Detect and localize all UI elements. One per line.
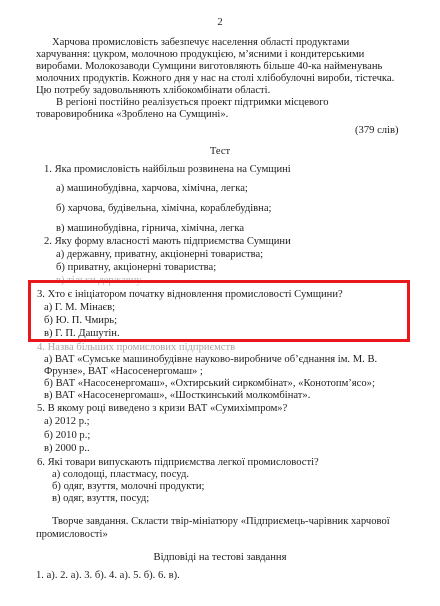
answer-option: а) машинобудівна, харчова, хімічна, легка; — [56, 183, 248, 194]
answer-option: Фрунзе», ВАТ «Насосенергомаш» ; — [44, 366, 203, 377]
test-title: Тест — [209, 146, 231, 157]
intro-line: В регіоні постійно реалізується проект підтримки місцевого — [56, 97, 329, 108]
answer-option: а) солодощі, пластмасу, посуд. — [52, 469, 189, 480]
answers-title: Відповіді на тестові завдання — [153, 552, 287, 563]
answer-option: в) машинобудівна, гірнича, хімічна, легка — [56, 223, 245, 234]
intro-line: Харчова промисловість забезпечує населення області продуктами — [52, 37, 350, 48]
intro-line: Цю потребу задовольняють хлібокомбінати області. — [36, 85, 271, 96]
answer-option: б) ВАТ «Насосенергомаш», «Охтирський сиркомбінат», «Конотопм’ясо»; — [44, 378, 375, 389]
answer-option: в) одяг, взуття, посуд; — [52, 493, 150, 504]
intro-line: харчування: цукром, молочною продукцією, м’ясними і кондитерськими — [36, 49, 365, 60]
answer-option: в) 2000 р.. — [44, 443, 90, 454]
question-text: 5. В якому році виведено з кризи ВАТ «Сумихімпром»? — [37, 403, 288, 414]
question-text: 3. Хто є ініціатором початку відновлення промисловості Сумщини? — [37, 289, 343, 300]
intro-line: виробами. Молокозаводи Сумщини виготовляють більше 40-ка найменувань — [36, 61, 383, 72]
answer-option: в) Г. П. Дашутін. — [44, 328, 120, 339]
answer-option: б) приватну, акціонерні товариства; — [56, 262, 217, 273]
question-text: 2. Яку форму власності мають підприємства Сумщини — [44, 236, 291, 247]
answer-option: в) ВАТ «Насосенергомаш», «Шосткинський молкомбінат». — [44, 390, 311, 401]
page-number: 2 — [217, 17, 223, 28]
word-count: (379 слів) — [355, 125, 399, 136]
creative-line: промисловості» — [36, 529, 108, 540]
question-text: 6. Які товари випускають підприємства легкої промисловості? — [37, 457, 319, 468]
answer-option: б) Ю. П. Чмирь; — [44, 315, 118, 326]
intro-line: товаровиробника «Зроблено на Сумщині». — [36, 109, 229, 120]
answer-option: б) харчова, будівельна, хімічна, кораблебудівна; — [56, 203, 272, 214]
answers-line: 1. а). 2. а). 3. б). 4. а). 5. б). 6. в). — [36, 570, 180, 581]
question-text: 4. Назва більших промислових підприємств — [37, 342, 236, 353]
answer-option: б) одяг, взуття, молочні продукти; — [52, 481, 205, 492]
highlight-box — [28, 280, 410, 342]
question-text: 1. Яка промисловість найбільш розвинена на Сумщині — [44, 164, 291, 175]
answer-option: а) державну, приватну, акціонерні товариства; — [56, 249, 264, 260]
answer-option: а) Г. М. Мінаєв; — [44, 302, 116, 313]
creative-line: Творче завдання. Скласти твір-мініатюру «Підприємець-чарівник харчової — [52, 516, 390, 527]
answer-option: а) 2012 р.; — [44, 416, 90, 427]
answer-option: в) тільки державну. — [56, 275, 144, 286]
answer-option: б) 2010 р.; — [44, 430, 91, 441]
intro-line: молочних продуктів. Кожного дня у нас на столі хлібобулочні вироби, тістечка. — [36, 73, 395, 84]
answer-option: а) ВАТ «Сумське машинобудівне науково-виробниче об’єднання ім. М. В. — [44, 354, 378, 365]
